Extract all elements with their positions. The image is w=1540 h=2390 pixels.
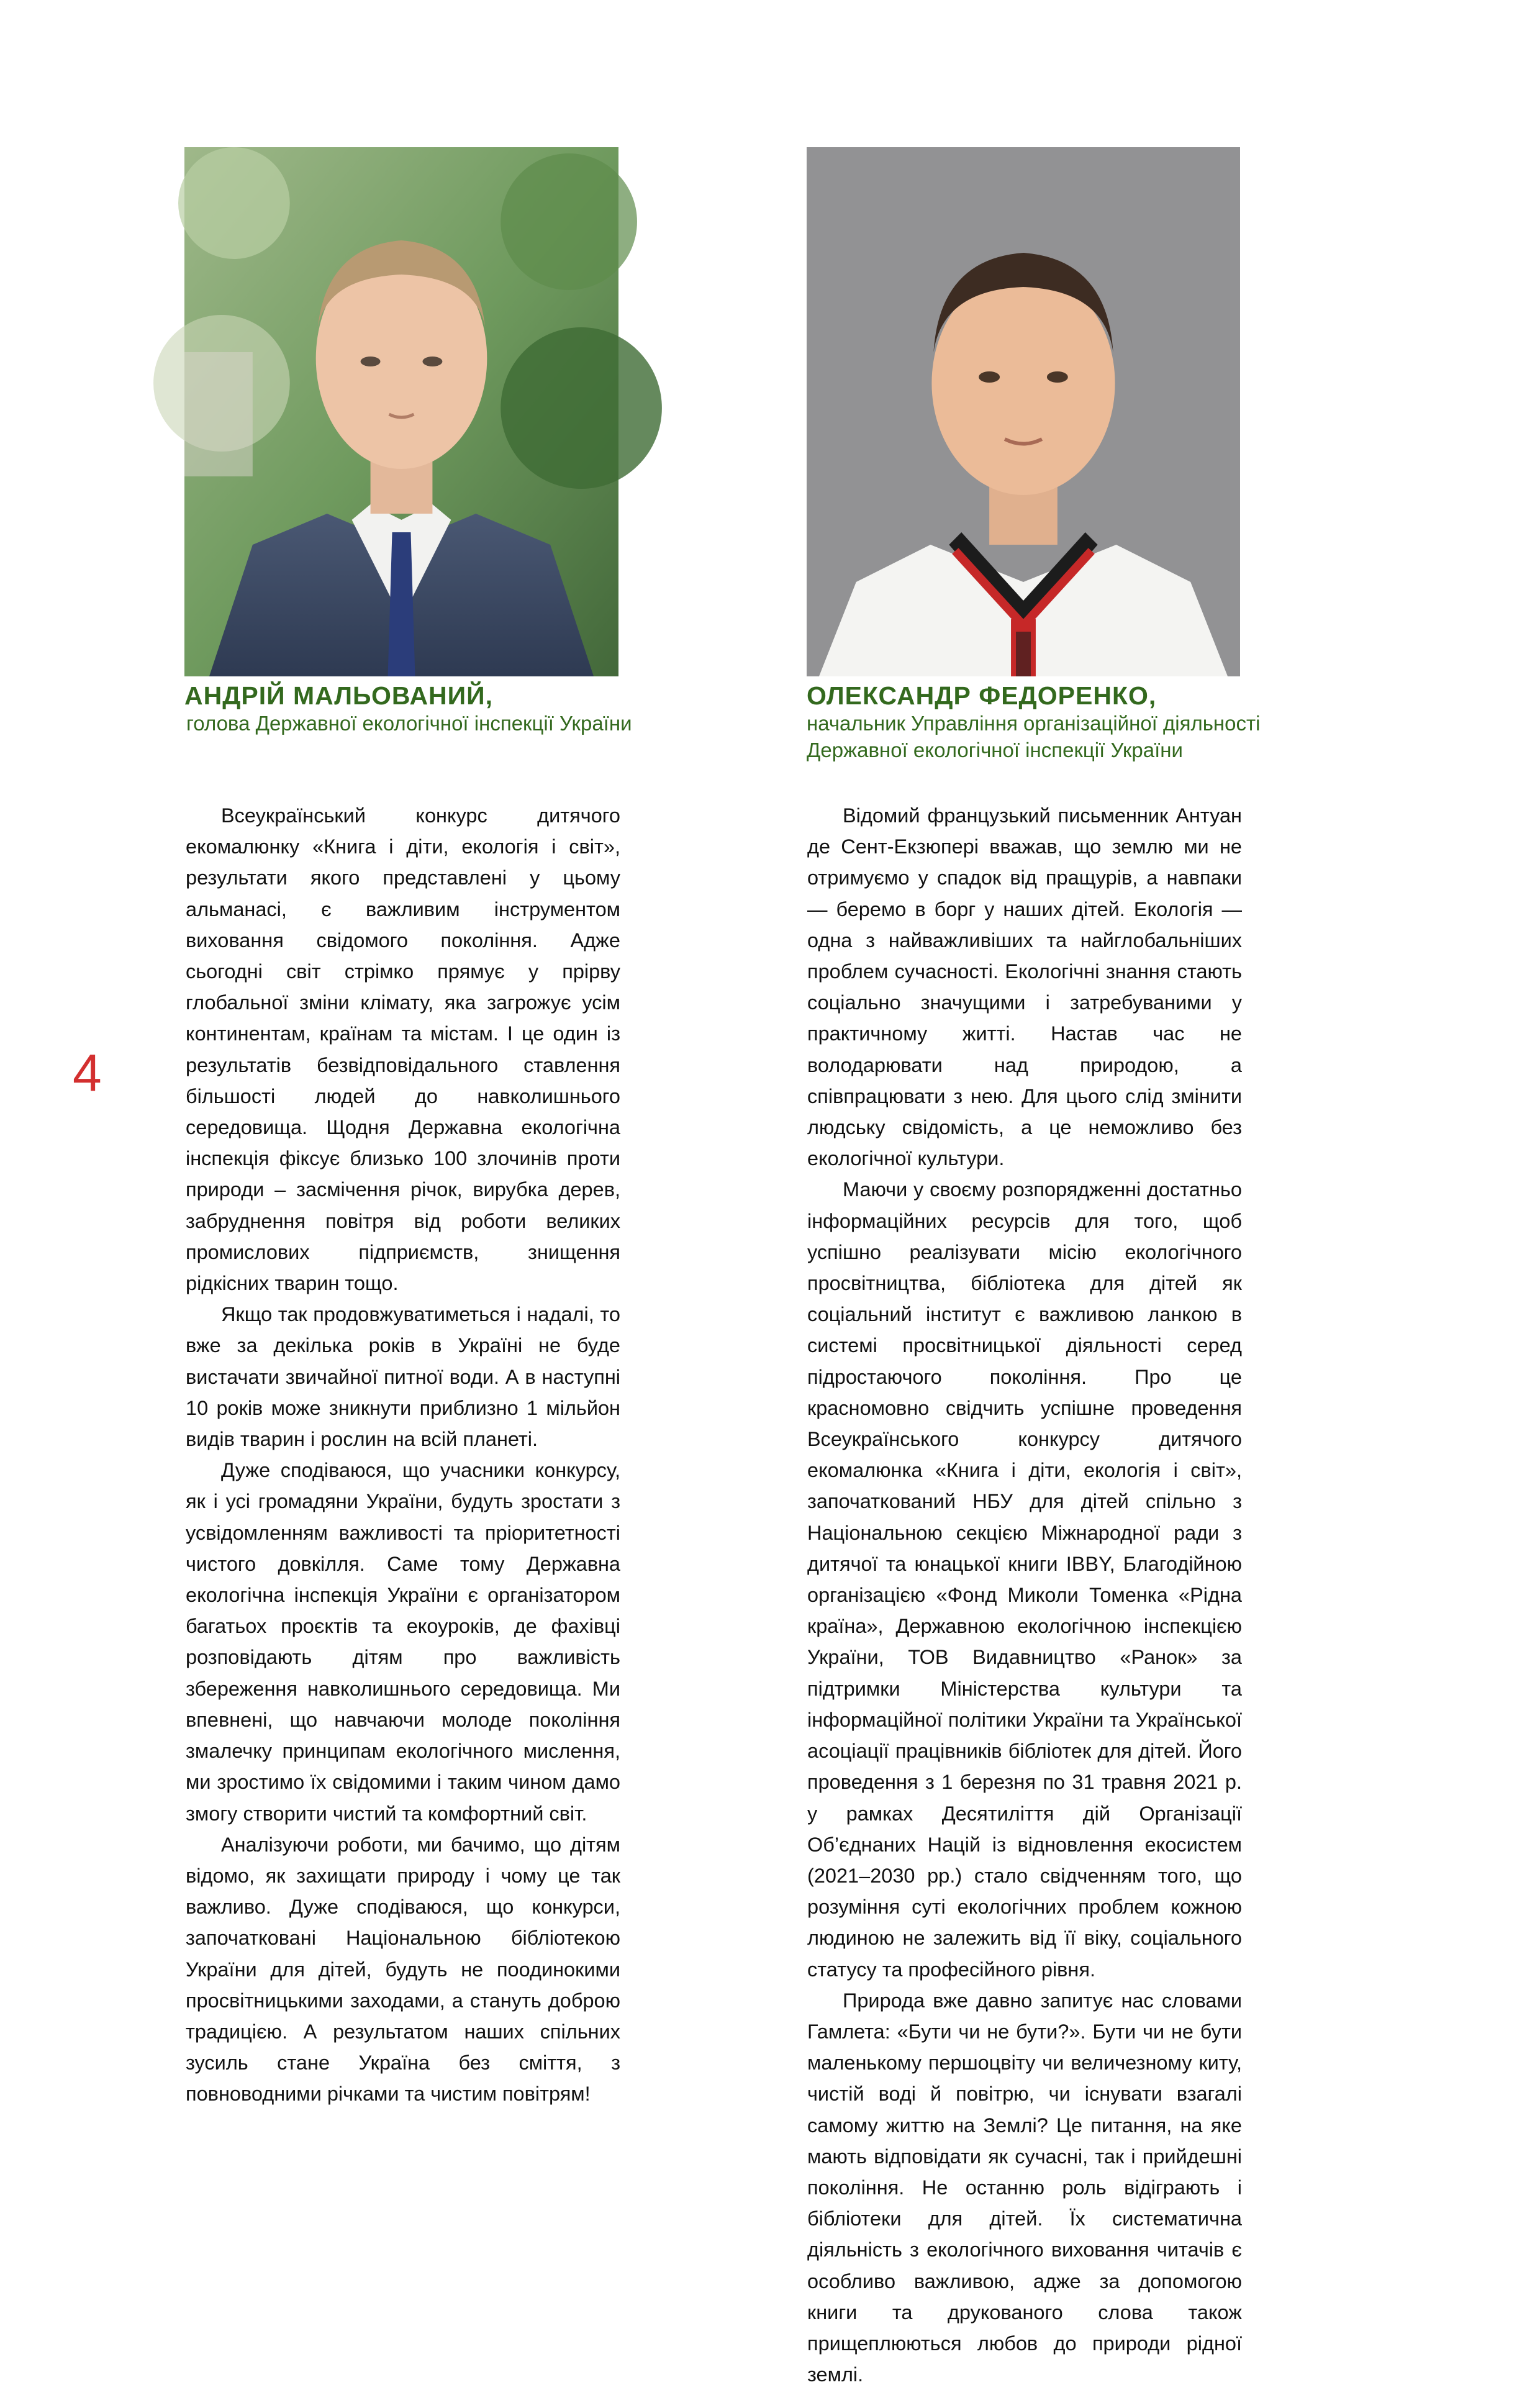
text-column-left: [186, 800, 620, 2110]
person-role-right-line-1: начальник Управління організаційної діяльності: [807, 712, 1261, 735]
paragraph: Природа вже давно запитує нас словами Гамлета: «Бути чи не бути?». Бути чи не бути маленькому першоцвіту чи величезному киту, чистій воді й повітрю, чи існувати взагалі самому життю на Землі? Це питання, на яке мають відповідати як сучасні, так і прийдешні покоління. Не останню роль відіграють і бібліотеки для дітей. Їх систематична діяльність з екологічного виховання читачів є особливо важливою, адже за допомогою книги та друкованого слова також прищеплюються любов до природи рідної землі.: [807, 1989, 1242, 2386]
caption-right: [807, 681, 1428, 763]
paragraph: Відомий французький письменник Антуан де Сент-Екзюпері вважав, що землю ми не отримуємо у спадок від пращурів, а навпаки — беремо в борг у наших дітей. Екологія — одна з найважливіших та найглобальніших проблем сучасності. Екологічні знання стають соціально значущими і затребуваними у практичному житті. Настав час не володарювати над природою, а співпрацювати з нею. Для цього слід змінити людську свідомість, а це неможливо без екологічної культури.: [807, 804, 1242, 1170]
page-number: 4: [73, 1043, 102, 1102]
portrait-illustration-left: [184, 147, 618, 676]
person-name-right: ОЛЕКСАНДР ФЕДОРЕНКО,: [807, 681, 1157, 710]
portrait-photo-left: [184, 147, 618, 676]
paragraph: Всеукраїнський конкурс дитячого екомалюнку «Книга і діти, екологія і світ», результати якого представлені у цьому альманасі, є важливим інструментом виховання свідомого покоління. Адже сьогодні світ стрімко прямує у прірву глобальної зміни клімату, яка загрожує усім континентам, країнам та містам. І це один із результатів безвідповідального ставлення більшості людей до навколишнього середовища. Щодня Державна екологічна інспекція фіксує близько 100 злочинів проти природи – засмічення річок, вирубка дерев, забруднення повітря від роботи великих промислових підприємств, знищення рідкісних тварин тощо.: [186, 804, 620, 1295]
caption-left: [184, 681, 743, 737]
portrait-photo-right: [807, 147, 1240, 676]
portrait-illustration-right: [807, 147, 1240, 676]
person-name-left: АНДРІЙ МАЛЬОВАНИЙ,: [184, 681, 493, 710]
paragraph: Якщо так продовжуватиметься і надалі, то вже за декілька років в Україні не буде вистачати звичайної питної води. А в наступні 10 років може зникнути приблизно 1 мільйон видів тварин і рослин на всій планеті.: [186, 1303, 620, 1451]
text-column-right: [807, 800, 1242, 2390]
person-role-left: голова Державної екологічної інспекції України: [186, 712, 632, 735]
paragraph: Маючи у своєму розпорядженні достатньо інформаційних ресурсів для того, щоб успішно реалізувати місію екологічного просвітництва, бібліотека для дітей як соціальний інститут є важливою ланкою в системі просвітницької діяльності серед підростаючого покоління. Про це красномовно свідчить успішне проведення Всеукраїнського конкурсу дитячого екомалюнка «Книга і діти, екологія і світ», започаткований НБУ для дітей спільно з Національною секцією Міжнародної ради з дитячої та юнацької книги IBBY, Благодійною організацією «Фонд Миколи Томенка «Рідна країна», Державною екологічною інспекцією України, ТОВ Видавництво «Ранок» за підтримки Міністерства культури та інформаційної політики України та Української асоціації працівників бібліотек для дітей. Його проведення з 1 березня по 31 травня 2021 р. у рамках Десятиліття дій Організації Об’єднаних Націй із відновлення екосистем (2021–2030 рр.) стало свідченням того, що розуміння суті екологічних проблем кожною людиною не залежить від її віку, соціального статусу та професійного рівня.: [807, 1178, 1242, 1981]
paragraph: Аналізуючи роботи, ми бачимо, що дітям відомо, як захищати природу і чому це так важливо. Дуже сподіваюся, що конкурси, започатковані Національною бібліотекою України для дітей, будуть не поодинокими просвітницькими заходами, а стануть доброю традицією. А результатом наших спільних зусиль стане Україна без сміття, з повноводними річками та чистим повітрям!: [186, 1833, 620, 2106]
person-role-right-line-2: Державної екологічної інспекції України: [807, 738, 1183, 761]
paragraph: Дуже сподіваюся, що учасники конкурсу, як і усі громадяни України, будуть зростати з усвідомленням важливості та пріоритетності чистого довкілля. Саме тому Державна екологічна інспекція України є організатором багатьох проєктів та екоуроків, де фахівці розповідають дітям про важливість збереження навколишнього середовища. Ми впевнені, що навчаючи молоде покоління змалечку принципам екологічного мислення, ми зростимо їх свідомими і таким чином дамо змогу створити чистий та комфортний світ.: [186, 1459, 620, 1825]
